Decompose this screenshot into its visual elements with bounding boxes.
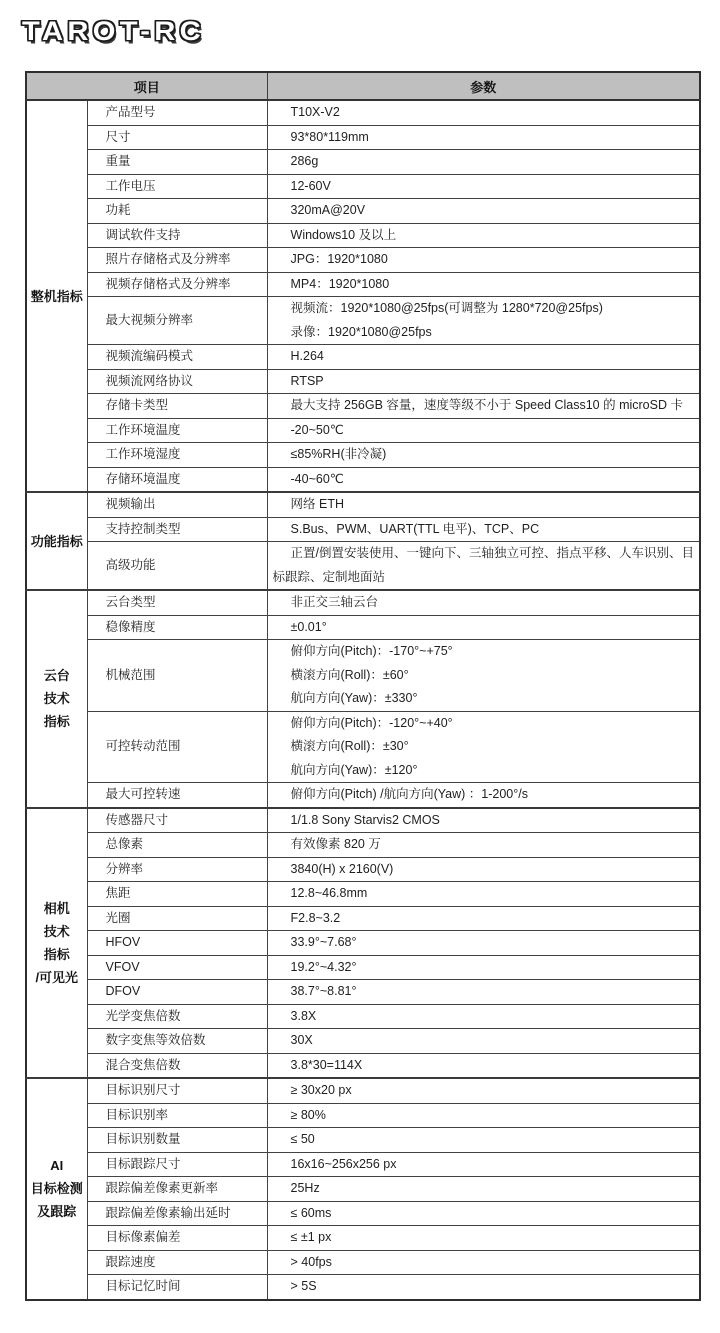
group-label-line: 功能指标 <box>30 533 83 549</box>
param-value-cell <box>267 980 700 1005</box>
param-value-line: MP4：1920*1080 <box>290 276 390 291</box>
param-value-line: T10X-V2 <box>290 105 340 119</box>
param-value-cell <box>267 1004 700 1029</box>
param-value-cell <box>267 590 700 615</box>
param-value-cell <box>267 1128 700 1153</box>
param-value-cell <box>267 615 700 640</box>
param-value-line: H.264 <box>290 349 324 363</box>
param-value-line: > 40fps <box>290 1254 332 1269</box>
table-row <box>26 1152 700 1177</box>
spec-section <box>26 100 700 492</box>
table-row <box>26 1029 700 1054</box>
param-value-line: > 5S <box>290 1279 317 1293</box>
param-value-cell <box>267 1250 700 1275</box>
group-label-line: 及跟踪 <box>37 1204 77 1220</box>
param-value-cell <box>267 882 700 907</box>
item-label-cell: 混合变焦倍数 <box>87 1053 267 1078</box>
table-row <box>26 443 700 468</box>
group-label-line: 技术 <box>43 923 70 939</box>
param-value-line: -40~60℃ <box>290 471 344 486</box>
spec-table <box>25 71 701 1301</box>
table-row <box>26 150 700 175</box>
param-value-line: 25Hz <box>290 1181 320 1195</box>
group-label-cell <box>26 808 87 1079</box>
table-row <box>26 955 700 980</box>
param-value-line: JPG：1920*1080 <box>290 252 388 266</box>
param-value-cell <box>267 1029 700 1054</box>
param-value-line: 12.8~46.8mm <box>290 886 368 900</box>
param-value-line: RTSP <box>290 373 324 388</box>
group-label-line: 云台 <box>43 668 70 684</box>
param-value-cell <box>267 125 700 150</box>
group-label-cell <box>26 492 87 590</box>
table-row <box>26 542 700 591</box>
param-value-line: ±0.01° <box>290 619 327 634</box>
param-value-cell <box>267 906 700 931</box>
param-value-cell <box>267 100 700 125</box>
param-value-line: 320mA@20V <box>290 203 366 217</box>
group-label-line: 指标 <box>43 946 70 962</box>
group-label-line: 指标 <box>43 714 70 730</box>
param-value-line: 1/1.8 Sony Starvis2 CMOS <box>290 812 440 827</box>
item-label-cell: 目标记忆时间 <box>87 1275 267 1300</box>
param-value-line: 横滚方向(Roll)：±60° <box>290 667 409 682</box>
param-value-line: ≤85%RH(非冷凝) <box>290 447 387 461</box>
param-value-line: 有效像素 820 万 <box>290 837 381 851</box>
item-label-cell: 跟踪偏差像素更新率 <box>87 1177 267 1202</box>
spec-table-header <box>26 72 700 100</box>
param-value-line: 俯仰方向(Pitch)：-170°~+75° <box>290 644 453 658</box>
param-value-cell <box>267 1078 700 1103</box>
item-label-cell: 光学变焦倍数 <box>87 1004 267 1029</box>
param-value-line: 12-60V <box>290 178 331 193</box>
param-value-cell <box>267 1053 700 1078</box>
item-label-cell: 视频输出 <box>87 492 267 517</box>
item-label-cell: 照片存储格式及分辨率 <box>87 248 267 273</box>
param-value-cell <box>267 369 700 394</box>
param-value-cell <box>267 443 700 468</box>
param-value-line: 航向方向(Yaw)：±330° <box>290 691 418 705</box>
item-label-cell: 尺寸 <box>87 125 267 150</box>
param-value-line: 19.2°~4.32° <box>290 959 357 974</box>
group-label-line: AI <box>50 1158 64 1174</box>
table-row <box>26 1226 700 1251</box>
table-row <box>26 980 700 1005</box>
table-row <box>26 590 700 615</box>
table-row <box>26 1177 700 1202</box>
param-value-cell <box>267 857 700 882</box>
param-value-line: F2.8~3.2 <box>290 910 341 925</box>
param-value-cell <box>267 248 700 273</box>
item-label-cell: HFOV <box>87 931 267 956</box>
item-label-cell: 可控转动范围 <box>87 711 267 783</box>
item-label-cell: 视频流网络协议 <box>87 369 267 394</box>
item-label-cell: 跟踪速度 <box>87 1250 267 1275</box>
param-value-cell <box>267 467 700 492</box>
item-label-cell: 视频流编码模式 <box>87 345 267 370</box>
param-value-cell <box>267 1201 700 1226</box>
param-value-line: 非正交三轴云台 <box>290 595 379 609</box>
param-value-cell <box>267 1103 700 1128</box>
table-row <box>26 906 700 931</box>
table-row <box>26 100 700 125</box>
param-value-line: 16x16~256x256 px <box>290 1156 397 1171</box>
param-value-line: 正置/倒置安装使用、一键向下、三轴独立可控、指点平移、人车识别、目标跟踪、定制地面站 <box>272 546 694 584</box>
table-row <box>26 1128 700 1153</box>
param-value-cell <box>267 150 700 175</box>
item-label-cell: 工作环境温度 <box>87 418 267 443</box>
item-label-cell: 工作环境湿度 <box>87 443 267 468</box>
table-row <box>26 199 700 224</box>
param-value-line: 俯仰方向(Pitch) /航向方向(Yaw) ：1-200°/s <box>290 787 528 801</box>
group-label-line: 相机 <box>43 900 70 916</box>
param-value-line: 俯仰方向(Pitch)：-120°~+40° <box>290 715 453 730</box>
param-value-line: 视频流：1920*1080@25fps(可调整为 1280*720@25fps) <box>290 301 603 315</box>
table-row <box>26 467 700 492</box>
spec-section <box>26 590 700 808</box>
table-row <box>26 517 700 542</box>
item-label-cell: 机械范围 <box>87 640 267 712</box>
param-value-line: 录像：1920*1080@25fps <box>290 324 432 339</box>
param-value-cell <box>267 174 700 199</box>
item-label-cell: 目标识别率 <box>87 1103 267 1128</box>
param-value-cell <box>267 1275 700 1300</box>
table-row <box>26 345 700 370</box>
table-row <box>26 418 700 443</box>
table-row <box>26 394 700 419</box>
item-label-cell: DFOV <box>87 980 267 1005</box>
table-row <box>26 1004 700 1029</box>
param-value-line: 航向方向(Yaw)：±120° <box>290 762 418 777</box>
header-cell-param: 参数 <box>267 72 700 100</box>
item-label-cell: VFOV <box>87 955 267 980</box>
param-value-line: 38.7°~8.81° <box>290 984 357 998</box>
param-value-cell <box>267 711 700 783</box>
item-label-cell: 视频存储格式及分辨率 <box>87 272 267 297</box>
table-row <box>26 125 700 150</box>
table-row <box>26 272 700 297</box>
param-value-cell <box>267 1177 700 1202</box>
table-row <box>26 640 700 712</box>
item-label-cell: 最大可控转速 <box>87 783 267 808</box>
param-value-line: 网络 ETH <box>290 497 344 511</box>
table-row <box>26 369 700 394</box>
param-value-cell <box>267 517 700 542</box>
param-value-line: 最大支持 256GB 容量，速度等级不小于 Speed Class10 的 microSD 卡 <box>290 398 683 412</box>
table-row <box>26 1103 700 1128</box>
param-value-line: ≤ 50 <box>290 1132 315 1146</box>
item-label-cell: 支持控制类型 <box>87 517 267 542</box>
table-row <box>26 833 700 858</box>
item-label-cell: 数字变焦等效倍数 <box>87 1029 267 1054</box>
param-value-line: 30X <box>290 1033 313 1047</box>
param-value-line: S.Bus、PWM、UART(TTL 电平)、TCP、PC <box>290 521 540 536</box>
param-value-cell <box>267 1226 700 1251</box>
table-row <box>26 492 700 517</box>
spec-section <box>26 492 700 590</box>
table-row <box>26 297 700 345</box>
item-label-cell: 重量 <box>87 150 267 175</box>
table-row <box>26 1275 700 1300</box>
item-label-cell: 功耗 <box>87 199 267 224</box>
item-label-cell: 最大视频分辨率 <box>87 297 267 345</box>
item-label-cell: 存储卡类型 <box>87 394 267 419</box>
table-row <box>26 783 700 808</box>
param-value-line: 93*80*119mm <box>290 129 369 144</box>
table-row <box>26 857 700 882</box>
param-value-line: 3840(H) x 2160(V) <box>290 861 394 876</box>
item-label-cell: 目标跟踪尺寸 <box>87 1152 267 1177</box>
item-label-cell: 跟踪偏差像素输出延时 <box>87 1201 267 1226</box>
param-value-cell <box>267 955 700 980</box>
param-value-line: 横滚方向(Roll)：±30° <box>290 739 409 753</box>
item-label-cell: 存储环境温度 <box>87 467 267 492</box>
group-label-line: 整机指标 <box>30 288 83 304</box>
spec-section <box>26 1078 700 1300</box>
param-value-line: ≤ ±1 px <box>290 1230 332 1244</box>
param-value-line: 3.8X <box>290 1008 317 1023</box>
group-label-cell <box>26 100 87 492</box>
group-label-cell <box>26 1078 87 1300</box>
header-cell-item: 项目 <box>26 72 267 100</box>
header-row <box>26 72 700 100</box>
table-row <box>26 248 700 273</box>
item-label-cell: 目标识别数量 <box>87 1128 267 1153</box>
param-value-cell <box>267 272 700 297</box>
item-label-cell: 调试软件支持 <box>87 223 267 248</box>
item-label-cell: 焦距 <box>87 882 267 907</box>
tarot-rc-logo: TAROT-RC <box>22 16 206 46</box>
table-row <box>26 931 700 956</box>
param-value-cell <box>267 394 700 419</box>
group-label-line: /可见光 <box>35 969 79 985</box>
param-value-cell <box>267 542 700 591</box>
param-value-line: 3.8*30=114X <box>290 1057 363 1072</box>
table-row <box>26 711 700 783</box>
item-label-cell: 光圈 <box>87 906 267 931</box>
table-row <box>26 1201 700 1226</box>
param-value-line: Windows10 及以上 <box>290 227 397 242</box>
param-value-line: ≥ 80% <box>290 1107 326 1122</box>
param-value-cell <box>267 783 700 808</box>
param-value-cell <box>267 297 700 345</box>
group-label-line: 技术 <box>43 691 70 707</box>
param-value-cell <box>267 1152 700 1177</box>
param-value-cell <box>267 199 700 224</box>
param-value-cell <box>267 640 700 712</box>
param-value-cell <box>267 931 700 956</box>
param-value-cell <box>267 808 700 833</box>
item-label-cell: 稳像精度 <box>87 615 267 640</box>
group-label-line: 目标检测 <box>30 1181 83 1197</box>
table-row <box>26 1053 700 1078</box>
param-value-line: -20~50℃ <box>290 422 344 437</box>
table-row <box>26 1078 700 1103</box>
table-row <box>26 174 700 199</box>
item-label-cell: 分辨率 <box>87 857 267 882</box>
param-value-cell <box>267 833 700 858</box>
item-label-cell: 高级功能 <box>87 542 267 591</box>
param-value-cell <box>267 418 700 443</box>
item-label-cell: 工作电压 <box>87 174 267 199</box>
table-row <box>26 882 700 907</box>
item-label-cell: 传感器尺寸 <box>87 808 267 833</box>
table-row <box>26 1250 700 1275</box>
table-row <box>26 615 700 640</box>
param-value-line: ≥ 30x20 px <box>290 1083 352 1097</box>
item-label-cell: 目标像素偏差 <box>87 1226 267 1251</box>
table-row <box>26 808 700 833</box>
item-label-cell: 总像素 <box>87 833 267 858</box>
param-value-cell <box>267 345 700 370</box>
param-value-line: 286g <box>290 154 319 168</box>
item-label-cell: 产品型号 <box>87 100 267 125</box>
param-value-line: ≤ 60ms <box>290 1205 332 1220</box>
param-value-line: 33.9°~7.68° <box>290 935 357 949</box>
param-value-cell <box>267 492 700 517</box>
table-row <box>26 223 700 248</box>
param-value-cell <box>267 223 700 248</box>
group-label-cell <box>26 590 87 808</box>
item-label-cell: 云台类型 <box>87 590 267 615</box>
spec-section <box>26 808 700 1079</box>
item-label-cell: 目标识别尺寸 <box>87 1078 267 1103</box>
